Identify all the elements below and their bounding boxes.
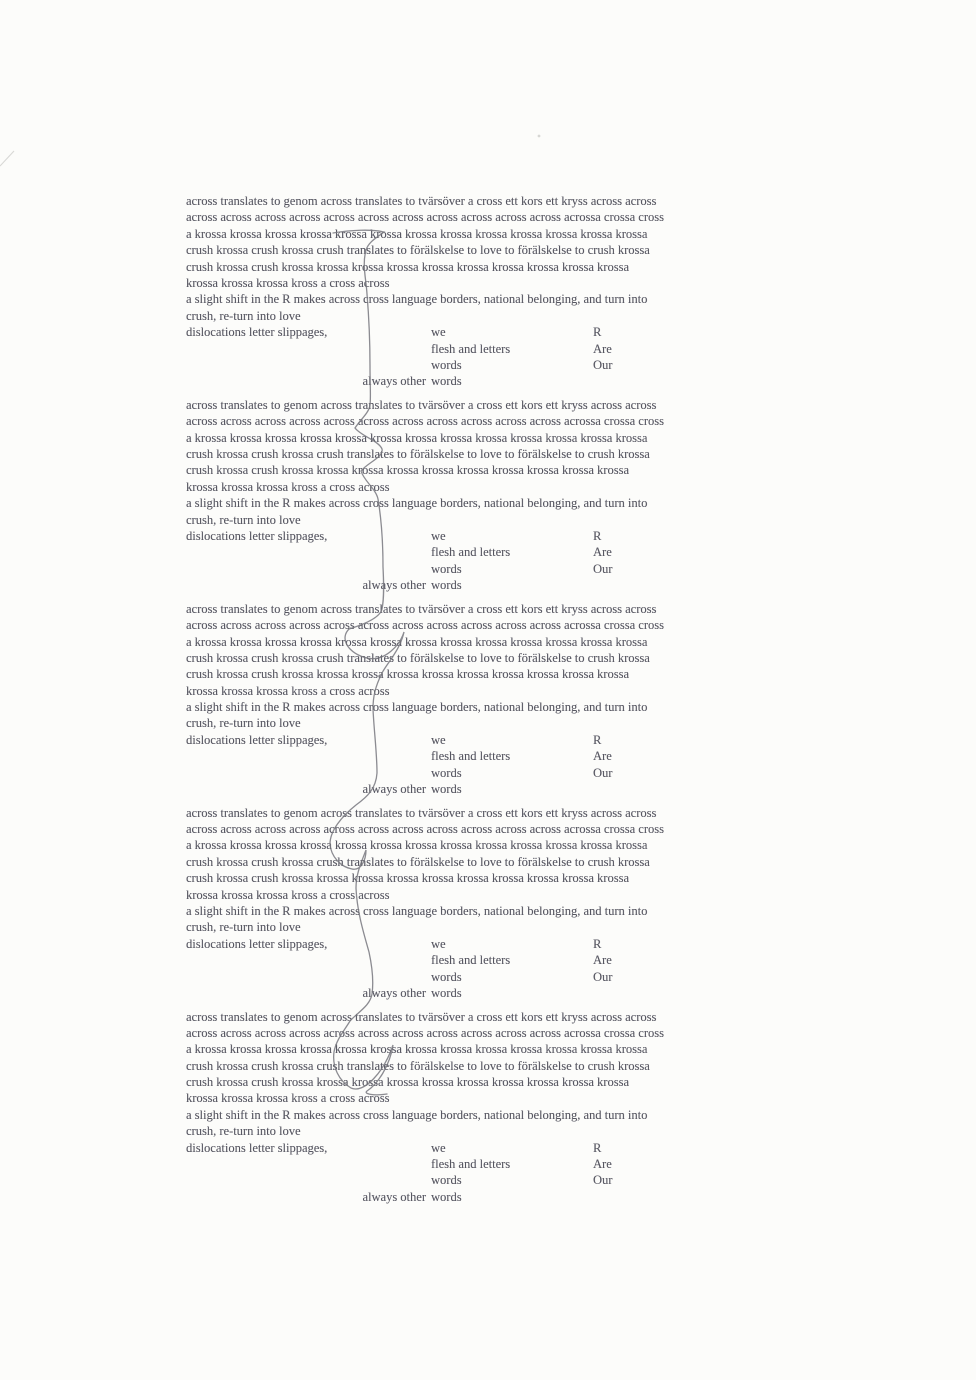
poem-right-column-text: R — [593, 529, 602, 543]
poem-line: crush krossa crush krossa crush translates to förälskelse to love to förälskelse to crush krossa — [186, 447, 650, 462]
poem-columns-row — [186, 1189, 786, 1205]
poem-columns-row — [186, 1156, 786, 1172]
poem-line: crush krossa crush krossa crush translates to förälskelse to love to förälskelse to crush krossa — [186, 650, 650, 665]
poem-left-column-text: dislocations letter slippages, — [186, 325, 328, 340]
poem-line: crush krossa crush krossa krossa krossa krossa krossa krossa krossa krossa krossa krossa — [186, 463, 629, 478]
poem-right-column-text: R — [593, 1140, 602, 1155]
poem-left-column-text: dislocations letter slippages, — [186, 529, 328, 543]
poem-columns-row — [186, 561, 786, 577]
poem-line: across across across across across across across across across across across acrossa crossa cross — [186, 618, 664, 633]
poem-line: a slight shift in the R makes across cross language borders, national belonging, and turn into — [186, 700, 648, 715]
poem-mid-column-text: we — [431, 529, 446, 543]
poem-columns-row — [186, 1172, 786, 1188]
poem-mid-column-text: words — [431, 1173, 462, 1188]
poem-mid-column-text: we — [431, 1140, 446, 1155]
poem-columns-row — [186, 748, 786, 764]
poem-line: krossa krossa krossa kross a cross across — [186, 275, 390, 290]
poem-mid-column-text: flesh and letters — [431, 545, 511, 560]
poem-line: across across across across across across across across across across across acrossa crossa cross — [186, 210, 664, 225]
poem-line: krossa krossa krossa kross a cross across — [186, 887, 390, 902]
poem-line: across translates to genom across translates to tvärsöver a cross ett kors ett kryss across across — [186, 194, 657, 208]
poem-line: crush, re-turn into love — [186, 512, 301, 527]
poem-right-column-text: Are — [593, 545, 612, 560]
poem-line: a krossa krossa krossa krossa krossa krossa krossa krossa krossa krossa krossa krossa krossa — [186, 430, 648, 445]
poem-line: crush krossa crush krossa krossa krossa krossa krossa krossa krossa krossa krossa krossa — [186, 871, 629, 886]
poem-line: krossa krossa krossa kross a cross across — [186, 683, 390, 698]
poem-line: crush, re-turn into love — [186, 1124, 301, 1139]
poem-columns-row — [186, 357, 786, 373]
poem-mid-column-text: flesh and letters — [431, 341, 511, 356]
poem-right-column-text: R — [593, 325, 602, 340]
poem-footer-mid-text: words — [431, 1189, 462, 1204]
poem-stanza — [186, 1009, 786, 1206]
poem-footer-left-text: always other — [362, 782, 426, 797]
poem-right-column-text: Are — [593, 749, 612, 764]
poem-right-column-text: Our — [593, 357, 613, 372]
poem-line: crush, re-turn into love — [186, 920, 301, 935]
poem-mid-column-text: we — [431, 325, 446, 340]
poem-columns-row — [186, 765, 786, 781]
poem-columns-row — [186, 936, 786, 952]
poem-line: across translates to genom across translates to tvärsöver a cross ett kors ett kryss across across — [186, 601, 657, 616]
poem-line: crush krossa crush krossa crush translates to förälskelse to love to förälskelse to crush krossa — [186, 1058, 650, 1073]
poem-columns-row — [186, 544, 786, 560]
poem-right-column-text: R — [593, 936, 602, 951]
poem-columns-row — [186, 341, 786, 357]
poem-columns-row — [186, 324, 786, 340]
poem-stanza — [186, 193, 786, 390]
poem-columns-row — [186, 781, 786, 797]
poem-columns-row — [186, 528, 786, 544]
poem-footer-mid-text: words — [431, 578, 462, 593]
poem-line: crush krossa crush krossa krossa krossa krossa krossa krossa krossa krossa krossa krossa — [186, 667, 629, 682]
poem-line: a krossa krossa krossa krossa krossa krossa krossa krossa krossa krossa krossa krossa krossa — [186, 1042, 648, 1057]
poem-text-block — [186, 193, 786, 1212]
poem-right-column-text: Are — [593, 341, 612, 356]
poem-mid-column-text: words — [431, 765, 462, 780]
scan-edge-mark — [0, 151, 14, 166]
poem-footer-left-text: always other — [362, 374, 426, 389]
poem-left-column-text: dislocations letter slippages, — [186, 1140, 328, 1155]
poem-right-column-text: Our — [593, 1173, 613, 1188]
poem-line: a krossa krossa krossa krossa krossa krossa krossa krossa krossa krossa krossa krossa krossa — [186, 838, 648, 853]
poem-columns-row — [186, 1140, 786, 1156]
poem-right-column-text: Our — [593, 561, 613, 576]
poem-line: across translates to genom across translates to tvärsöver a cross ett kors ett kryss across across — [186, 805, 657, 820]
poem-stanza — [186, 397, 786, 594]
poem-right-column-text: Our — [593, 765, 613, 780]
poem-line: crush krossa crush krossa crush translates to förälskelse to love to förälskelse to crush krossa — [186, 854, 650, 869]
poem-footer-mid-text: words — [431, 374, 462, 389]
poem-left-column-text: dislocations letter slippages, — [186, 732, 328, 747]
poem-columns-row — [186, 577, 786, 593]
poem-line: across translates to genom across translates to tvärsöver a cross ett kors ett kryss across across — [186, 1009, 657, 1024]
poem-columns-row — [186, 952, 786, 968]
poem-mid-column-text: flesh and letters — [431, 1157, 511, 1172]
poem-line: across across across across across across across across across across across acrossa crossa cross — [186, 822, 664, 837]
poem-right-column-text: Are — [593, 953, 612, 968]
poem-line: across across across across across across across across across across across acrossa crossa cross — [186, 1025, 664, 1040]
poem-line: a slight shift in the R makes across cross language borders, national belonging, and turn into — [186, 1107, 648, 1122]
poem-mid-column-text: flesh and letters — [431, 749, 511, 764]
poem-columns-row — [186, 985, 786, 1001]
poem-mid-column-text: words — [431, 357, 462, 372]
poem-mid-column-text: words — [431, 561, 462, 576]
poem-right-column-text: Are — [593, 1157, 612, 1172]
poem-mid-column-text: we — [431, 936, 446, 951]
poem-left-column-text: dislocations letter slippages, — [186, 936, 328, 951]
poem-mid-column-text: we — [431, 732, 446, 747]
poem-line: krossa krossa krossa kross a cross across — [186, 1091, 390, 1106]
scan-speck — [538, 135, 541, 138]
poem-line: crush, re-turn into love — [186, 308, 301, 323]
poem-line: crush krossa crush krossa krossa krossa krossa krossa krossa krossa krossa krossa krossa — [186, 259, 629, 274]
poem-footer-left-text: always other — [362, 1189, 426, 1204]
poem-line: a krossa krossa krossa krossa krossa krossa krossa krossa krossa krossa krossa krossa krossa — [186, 226, 648, 241]
poem-line: a krossa krossa krossa krossa krossa krossa krossa krossa krossa krossa krossa krossa krossa — [186, 634, 648, 649]
poem-footer-left-text: always other — [362, 985, 426, 1000]
poem-footer-left-text: always other — [362, 578, 426, 593]
poem-right-column-text: R — [593, 732, 602, 747]
poem-line: crush krossa crush krossa crush translates to förälskelse to love to förälskelse to crush krossa — [186, 243, 650, 258]
poem-stanza — [186, 601, 786, 798]
poem-line: a slight shift in the R makes across cross language borders, national belonging, and turn into — [186, 496, 648, 511]
poem-line: crush, re-turn into love — [186, 716, 301, 731]
poem-footer-mid-text: words — [431, 985, 462, 1000]
poem-right-column-text: Our — [593, 969, 613, 984]
poem-line: crush krossa crush krossa krossa krossa krossa krossa krossa krossa krossa krossa krossa — [186, 1075, 629, 1090]
poem-line: a slight shift in the R makes across cross language borders, national belonging, and turn into — [186, 292, 648, 307]
poem-line: krossa krossa krossa kross a cross across — [186, 479, 390, 494]
poem-columns-row — [186, 373, 786, 389]
poem-line: a slight shift in the R makes across cross language borders, national belonging, and turn into — [186, 903, 648, 918]
poem-footer-mid-text: words — [431, 782, 462, 797]
poem-columns-row — [186, 969, 786, 985]
poem-columns-row — [186, 732, 786, 748]
poem-stanza — [186, 805, 786, 1002]
poem-line: across across across across across across across across across across across acrossa crossa cross — [186, 414, 664, 429]
poem-mid-column-text: words — [431, 969, 462, 984]
poem-mid-column-text: flesh and letters — [431, 953, 511, 968]
poem-line: across translates to genom across translates to tvärsöver a cross ett kors ett kryss across across — [186, 397, 657, 412]
